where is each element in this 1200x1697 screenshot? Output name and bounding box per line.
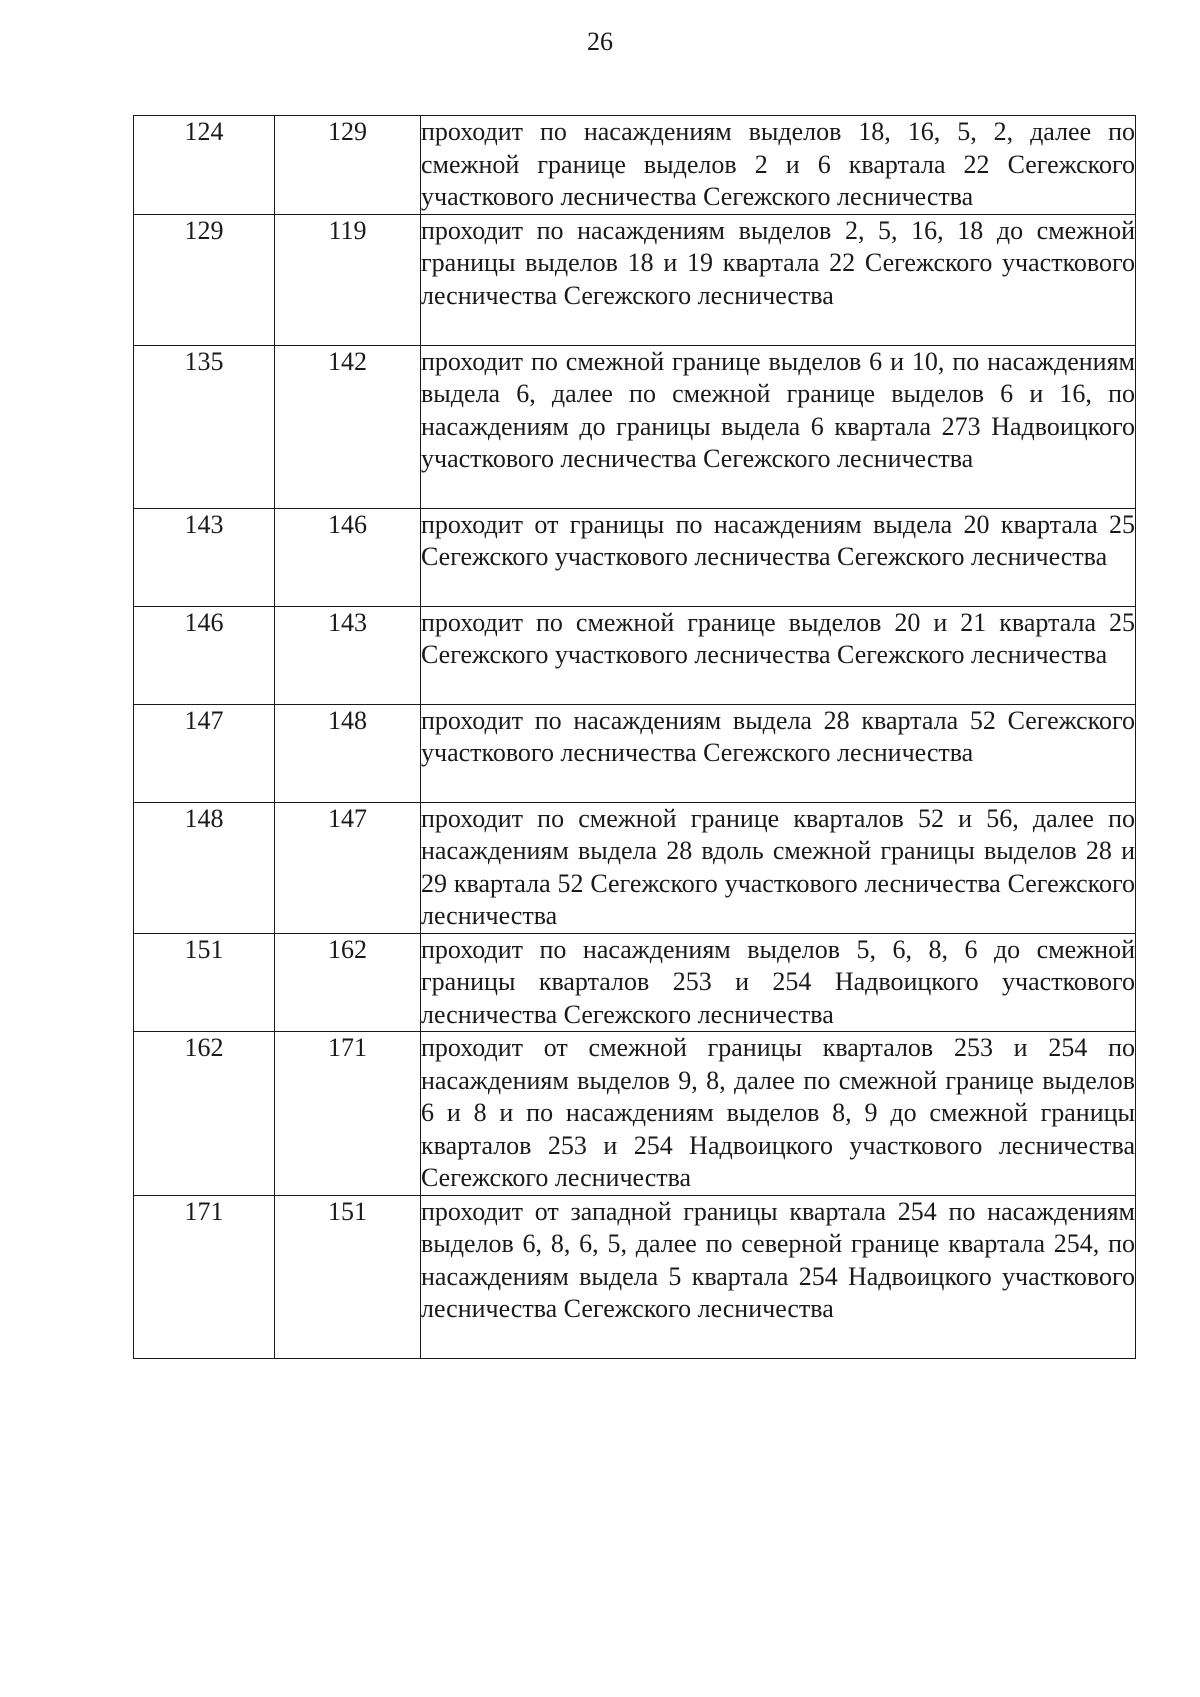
- table-row: [134, 1032, 1136, 1196]
- boundary-description-cell: проходит по насаждениям выдела 28 квартала 52 Сегежского участкового лесничества Сегежского лесничества: [421, 704, 1136, 802]
- point-to-cell: 142: [275, 345, 421, 508]
- boundary-description-cell: проходит от границы по насаждениям выдела 20 квартала 25 Сегежского участкового лесничества Сегежского лесничества: [421, 508, 1136, 606]
- table-row: [134, 606, 1136, 704]
- boundary-description-cell: проходит по смежной границе выделов 6 и 10, по насаждениям выдела 6, далее по смежной границе выделов 6 и 16, по насаждениям до границы выдела 6 квартала 273 Надвоицкого участкового лесничества Сегежского лесничества: [421, 345, 1136, 508]
- boundary-description-cell: проходит по насаждениям выделов 2, 5, 16, 18 до смежной границы выделов 18 и 19 квартала 22 Сегежского участкового лесничества Сегежского лесничества: [421, 214, 1136, 345]
- point-to-cell: 151: [275, 1195, 421, 1358]
- point-from-cell: 143: [134, 508, 275, 606]
- boundary-description-cell: проходит по смежной границе кварталов 52 и 56, далее по насаждениям выдела 28 вдоль смежной границы выделов 28 и 29 квартала 52 Сегежского участкового лесничества Сегежского лесничества: [421, 802, 1136, 933]
- point-to-cell: 146: [275, 508, 421, 606]
- point-from-cell: 124: [134, 116, 275, 215]
- table-row: [134, 345, 1136, 508]
- table-row: [134, 214, 1136, 345]
- table-row: [134, 116, 1136, 215]
- point-to-cell: 162: [275, 933, 421, 1032]
- point-to-cell: 119: [275, 214, 421, 345]
- point-from-cell: 135: [134, 345, 275, 508]
- boundary-description-cell: проходит от смежной границы кварталов 253 и 254 по насаждениям выделов 9, 8, далее по смежной границе выделов 6 и 8 и по насаждениям выделов 8, 9 до смежной границы кварталов 253 и 254 Надвоицкого участкового лесничества Сегежского лесничества: [421, 1032, 1136, 1196]
- boundary-description-cell: проходит по насаждениям выделов 18, 16, 5, 2, далее по смежной границе выделов 2 и 6 квартала 22 Сегежского участкового лесничества Сегежского лесничества: [421, 116, 1136, 215]
- point-from-cell: 151: [134, 933, 275, 1032]
- point-to-cell: 171: [275, 1032, 421, 1196]
- boundary-table: [133, 115, 1136, 1359]
- point-from-cell: 162: [134, 1032, 275, 1196]
- page-number: 26: [587, 27, 613, 56]
- point-to-cell: 143: [275, 606, 421, 704]
- point-to-cell: 147: [275, 802, 421, 933]
- point-from-cell: 146: [134, 606, 275, 704]
- point-to-cell: 148: [275, 704, 421, 802]
- point-from-cell: 147: [134, 704, 275, 802]
- table-row: [134, 933, 1136, 1032]
- point-from-cell: 129: [134, 214, 275, 345]
- boundary-description-cell: проходит по насаждениям выделов 5, 6, 8, 6 до смежной границы кварталов 253 и 254 Надвоицкого участкового лесничества Сегежского лесничества: [421, 933, 1136, 1032]
- table-row: [134, 508, 1136, 606]
- boundary-description-cell: проходит от западной границы квартала 254 по насаждениям выделов 6, 8, 6, 5, далее по северной границе квартала 254, по насаждениям выдела 5 квартала 254 Надвоицкого участкового лесничества Сегежского лесничества: [421, 1195, 1136, 1358]
- table-row: [134, 1195, 1136, 1358]
- point-from-cell: 148: [134, 802, 275, 933]
- boundary-description-cell: проходит по смежной границе выделов 20 и 21 квартала 25 Сегежского участкового лесничества Сегежского лесничества: [421, 606, 1136, 704]
- point-to-cell: 129: [275, 116, 421, 215]
- table-row: [134, 704, 1136, 802]
- table-row: [134, 802, 1136, 933]
- point-from-cell: 171: [134, 1195, 275, 1358]
